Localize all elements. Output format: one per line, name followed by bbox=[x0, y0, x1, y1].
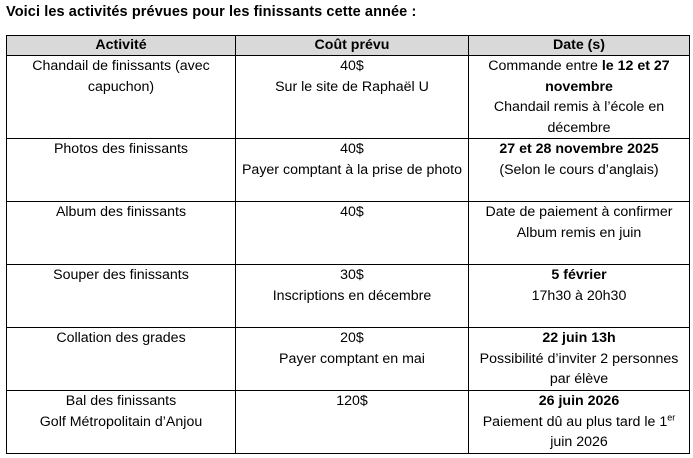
cost-cell bbox=[236, 56, 469, 139]
date-note bbox=[473, 412, 685, 453]
activity-name: Souper des finissants bbox=[53, 267, 189, 283]
table-row bbox=[7, 139, 690, 202]
cost-amount: 120$ bbox=[336, 393, 368, 409]
activity-name: Chandail de finissants (avec capuchon) bbox=[32, 58, 210, 95]
cost-cell bbox=[236, 391, 469, 454]
date-note: Album remis en juin bbox=[516, 224, 642, 241]
date-note: Chandail remis à l’école en décembre bbox=[493, 99, 665, 136]
activity-cell bbox=[7, 391, 236, 454]
date-cell bbox=[469, 328, 690, 391]
date-cell bbox=[469, 202, 690, 265]
date-cell bbox=[469, 265, 690, 328]
activity-cell bbox=[7, 56, 236, 139]
activity-name: Album des finissants bbox=[55, 204, 187, 220]
date-cell bbox=[469, 139, 690, 202]
activity-cell bbox=[7, 328, 236, 391]
date-line bbox=[473, 56, 685, 97]
cost-cell bbox=[236, 139, 469, 202]
cost-note: Sur le site de Raphaël U bbox=[275, 78, 429, 95]
table-row bbox=[7, 56, 690, 139]
activity-name: Collation des grades bbox=[56, 330, 186, 346]
table-row bbox=[7, 202, 690, 265]
date-note: 17h30 à 20h30 bbox=[531, 287, 627, 304]
activity-name: Photos des finissants bbox=[53, 141, 189, 157]
date-text: Date de paiement à confirmer bbox=[485, 204, 673, 220]
cost-amount: 40$ bbox=[340, 141, 364, 157]
payment-deadline-text: Paiement dû au plus tard le 1 bbox=[482, 413, 668, 430]
date-note: Possibilité d’inviter 2 personnes par élève bbox=[479, 350, 679, 387]
ordinal-suffix: er bbox=[667, 411, 676, 422]
date-bold-text: 27 et 28 novembre 2025 bbox=[499, 141, 659, 157]
cost-cell bbox=[236, 202, 469, 265]
header-date: Date (s) bbox=[469, 36, 690, 56]
date-bold-text: 26 juin 2026 bbox=[538, 393, 620, 409]
cost-note: Payer comptant en mai bbox=[279, 350, 425, 367]
activity-name: Bal des finissants bbox=[65, 393, 177, 409]
cost-cell bbox=[236, 328, 469, 391]
date-bold-text: le 12 et 27 novembre bbox=[545, 58, 670, 95]
cost-amount: 40$ bbox=[340, 204, 364, 220]
date-bold-text: 22 juin 13h bbox=[542, 330, 616, 346]
cost-cell bbox=[236, 265, 469, 328]
table-row bbox=[7, 391, 690, 454]
activity-cell bbox=[7, 202, 236, 265]
header-activity: Activité bbox=[7, 36, 236, 56]
date-cell bbox=[469, 391, 690, 454]
header-cost: Coût prévu bbox=[236, 36, 469, 56]
date-text: Commande entre bbox=[488, 58, 602, 74]
activities-table bbox=[6, 35, 690, 454]
cost-note: Payer comptant à la prise de photo bbox=[241, 161, 463, 178]
date-bold-text: 5 février bbox=[551, 267, 607, 283]
cost-amount: 40$ bbox=[340, 58, 364, 74]
page-heading: Voici les activités prévues pour les finissants cette année : bbox=[6, 4, 417, 20]
cost-amount: 30$ bbox=[340, 267, 364, 283]
date-note: (Selon le cours d’anglais) bbox=[499, 161, 659, 178]
cost-amount: 20$ bbox=[340, 330, 364, 346]
cost-note: Inscriptions en décembre bbox=[272, 287, 432, 304]
table-row bbox=[7, 265, 690, 328]
payment-deadline-text-end: juin 2026 bbox=[550, 434, 608, 450]
table-header-row bbox=[7, 36, 690, 56]
date-cell bbox=[469, 56, 690, 139]
activity-cell bbox=[7, 139, 236, 202]
table-row bbox=[7, 328, 690, 391]
activity-venue: Golf Métropolitain d’Anjou bbox=[39, 413, 203, 430]
activity-cell bbox=[7, 265, 236, 328]
